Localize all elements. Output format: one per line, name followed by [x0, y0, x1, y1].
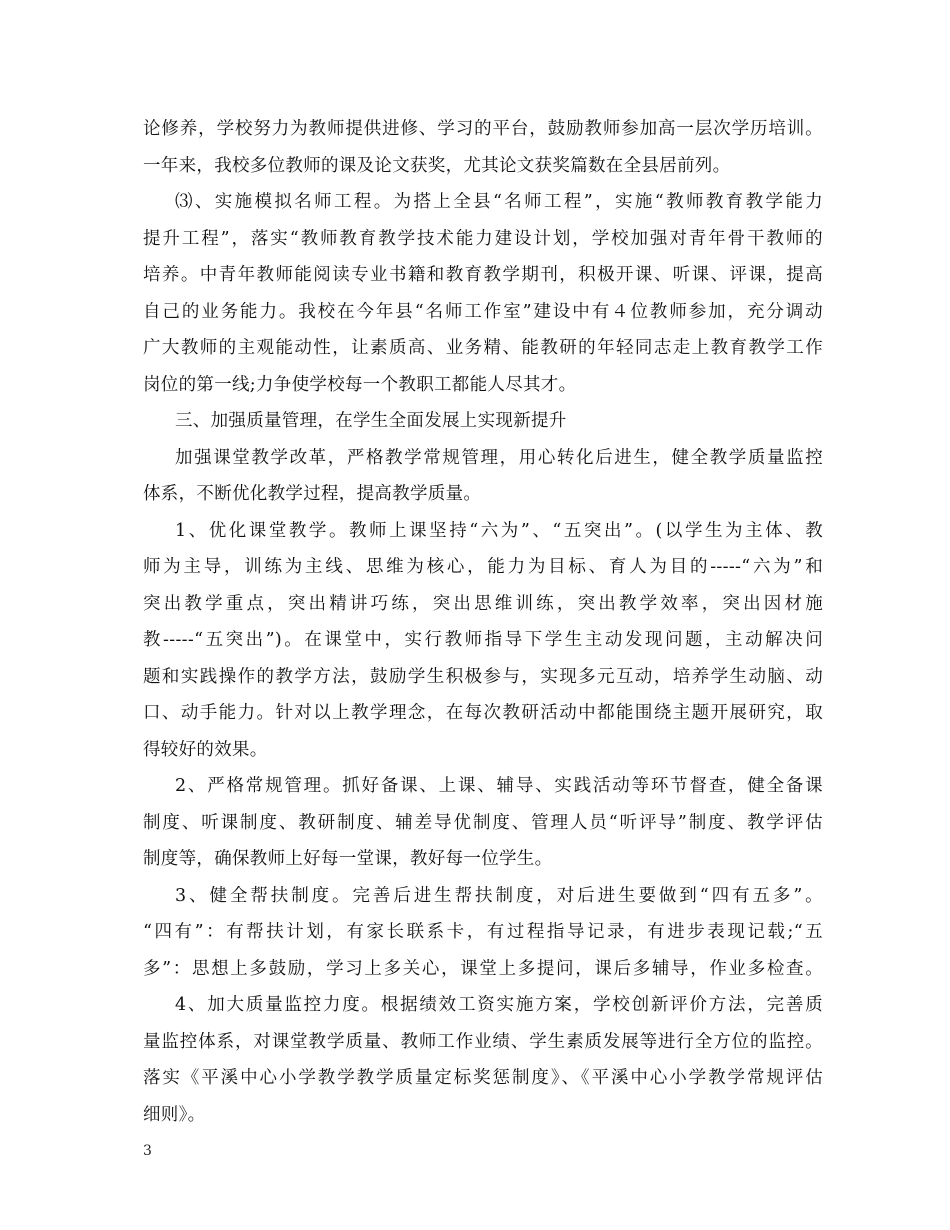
paragraph-line: 广大教师的主观能动性，让素质高、业务精、能教研的年轻同志走上教育教学工作 [143, 338, 823, 358]
paragraph-line: 4、加大质量监控力度。根据绩效工资实施方案，学校创新评价方法，完善质 [175, 995, 823, 1015]
paragraph-line: 师为主导，训练为主线、思维为核心，能力为目标、育人为目的-----“六为”和 [143, 557, 823, 577]
paragraph-line: 口、动手能力。针对以上教学理念，在每次教研活动中都能围绕主题开展研究，取 [143, 703, 823, 723]
paragraph-line: 3、健全帮扶制度。完善后进生帮扶制度，对后进生要做到“四有五多”。 [175, 886, 823, 906]
paragraph-line: 多”：思想上多鼓励，学习上多关心，课堂上多提问，课后多辅导，作业多检查。 [143, 959, 823, 979]
paragraph-line: 突出教学重点，突出精讲巧练，突出思维训练，突出教学效率，突出因材施 [143, 594, 823, 614]
page-number: 3 [143, 1143, 152, 1159]
paragraph-line: 论修养，学校努力为教师提供进修、学习的平台，鼓励教师参加高一层次学历培训。 [143, 119, 823, 139]
paragraph-line: 2、严格常规管理。抓好备课、上课、辅导、实践活动等环节督查，健全备课 [175, 776, 823, 796]
paragraph-line: 得较好的效果。 [143, 740, 268, 760]
paragraph-line: 落实《平溪中心小学教学教学质量定标奖惩制度》、《平溪中心小学教学常规评估 [143, 1068, 823, 1088]
paragraph-line: “四有”：有帮扶计划，有家长联系卡，有过程指导记录，有进步表现记载;“五 [143, 922, 823, 942]
paragraph-line: ⑶、实施模拟名师工程。为搭上全县“名师工程”，实施“教师教育教学能力 [175, 192, 823, 212]
paragraph-line: 1、优化课堂教学。教师上课坚持“六为”、“五突出”。(以学生为主体、教 [175, 521, 823, 541]
paragraph-line: 加强课堂教学改革，严格教学常规管理，用心转化后进生，健全教学质量监控 [175, 448, 823, 468]
paragraph-line: 培养。中青年教师能阅读专业书籍和教育教学期刊，积极开课、听课、评课，提高 [143, 265, 823, 285]
section-heading: 三、加强质量管理，在学生全面发展上实现新提升 [175, 411, 567, 431]
paragraph-line: 自己的业务能力。我校在今年县“名师工作室”建设中有４位教师参加，充分调动 [143, 302, 823, 322]
paragraph-line: 制度、听课制度、教研制度、辅差导优制度、管理人员“听评导”制度、教学评估 [143, 813, 823, 833]
paragraph-line: 制度等，确保教师上好每一堂课，教好每一位学生。 [143, 849, 553, 869]
paragraph-line: 一年来，我校多位教师的课及论文获奖，尤其论文获奖篇数在全县居前列。 [143, 156, 731, 176]
paragraph-line: 题和实践操作的教学方法，鼓励学生积极参与，实现多元互动，培养学生动脑、动 [143, 667, 823, 687]
paragraph-line: 教-----“五突出”)。在课堂中，实行教师指导下学生主动发现问题，主动解决问 [143, 630, 823, 650]
paragraph-line: 细则》。 [143, 1105, 206, 1125]
paragraph-line: 岗位的第一线;力争使学校每一个教职工都能人尽其才。 [143, 375, 577, 395]
paragraph-line: 提升工程”，落实“教师教育教学技术能力建设计划，学校加强对青年骨干教师的 [143, 229, 823, 249]
paragraph-line: 体系，不断优化教学过程，提高教学质量。 [143, 484, 482, 504]
paragraph-line: 量监控体系，对课堂教学质量、教师工作业绩、学生素质发展等进行全方位的监控。 [143, 1032, 823, 1052]
